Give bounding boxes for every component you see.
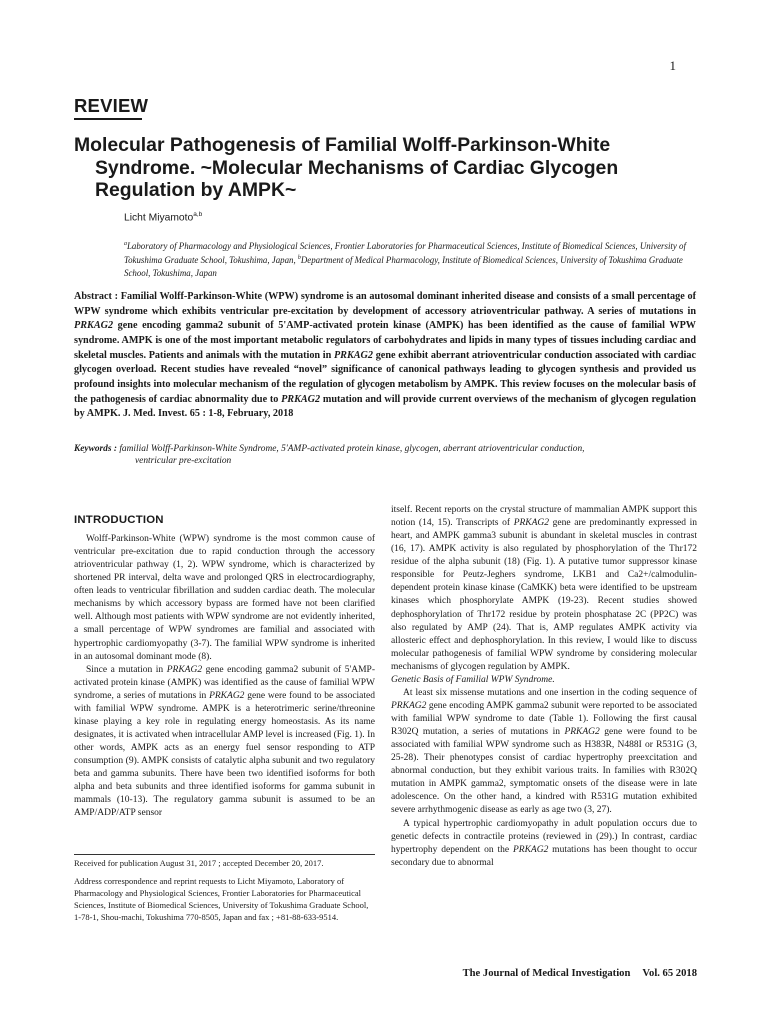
intro-p2-text-b: gene encoding gamma2 subunit of 5'AMP-activated protein kinase (AMPK) was identified as the cause of familial WPW syndrome, a series of mutations in [74,664,375,701]
journal-footer [463,968,697,979]
right-p1-text-b: gene are predominantly expressed in heart, and AMPK gamma3 subunit is abundant in skeletal muscles in contrast (16, 17). AMPK activity is also regulated by phosphorylation of the Thr172 residue of the alpha subunit (18) (Fig. 1). A putative tumor suppressor kinase responsible for Peutz-Jeghers syndrome, LKB1 and Ca2+/calmodulin-dependent protein kinase kinase (CaMKK) beta were identified to be upstream kinases which phosphorylate AMPK (19-23). Recent studies showed dephosphorylation of Thr172 residue by protein phosphatase 2C (PP2C) was also regulated by AMP (24). That is, AMP regulates AMPK activity via allosteric effect and dephosphorylation. In this review, I would like to discuss molecular pathogenesis of familial WPW syndrome by considering molecular mechanisms of glycogen regulation by AMPK. [391,518,698,672]
genetic-basis-subheading: Genetic Basis of Familial WPW Syndrome. [391,674,555,685]
right-p1-gene: PRKAG2 [513,518,550,529]
footnote-address: Address correspondence and reprint requests to Licht Miyamoto, Laboratory of Pharmacology and Physiological Sciences, Frontier Laboratories for Pharmaceutical Sciences, Institute of Biomedical Sciences, University of Tokushima Graduate School, 1-78-1, Shou-machi, Tokushima 770-8505, Japan and fax ; +81-88-633-9514. [74,875,369,922]
article-title: Molecular Pathogenesis of Familial Wolff-Parkinson-White Syndrome. ~Molecular Mechanisms of Cardiac Glycogen Regulation by AMPK~ [74,134,619,201]
abstract-text-1: Familial Wolff-Parkinson-White (WPW) syndrome is an autosomal dominant inherited disease and consists of a small percentage of WPW syndrome which exhibits ventricular pre-excitation by development of accessory atrioventricular pathway. A series of mutations in [74,291,696,317]
affiliations [124,238,696,279]
affiliation-b-mark: b [297,255,301,262]
footnote-received: Received for publication August 31, 2017 ; accepted December 20, 2017. [74,858,324,868]
abstract-gene-3: PRKAG2 [281,393,321,405]
abstract-label: Abstract : [74,291,119,302]
right-p2-text-b: gene encoding AMPK gamma2 subunit were reported to be associated with familial WPW syndrome to date (Table 1). Following the first causal R302Q mutation, a series of mutations in [391,700,697,738]
right-p3-gene: PRKAG2 [512,844,549,855]
intro-paragraph-2 [74,664,375,821]
abstract [74,290,696,422]
footnotes [74,858,375,924]
abstract-text-2: gene encoding gamma2 subunit of 5'AMP-activated protein kinase (AMPK) has been identified as the cause of familial WPW syndrome. AMPK is one of the most important metabolic regulators of carbohydrates and lipids in many types of tissues including cardiac and skeletal muscles. Patients and animals with the mutation in [74,320,696,361]
affiliation-a-mark: a [124,241,127,247]
keywords-line-1: familial Wolff-Parkinson-White Syndrome, 5'AMP-activated protein kinase, glycogen, aberrant atrioventricular conduction, [116,444,585,454]
intro-p2-text-c: gene were found to be associated with familial WPW syndrome. AMPK is a heterotrimeric serine/threonine kinase playing a key role in regulating energy homeostasis. As its name designates, it is activated when intracellular AMP level is increased (Fig. 1). In other words, AMPK acts as an energy fuel sensor responding to ATP consumption (9). AMPK consists of catalytic alpha subunit and two regulatory beta and gamma subunits. There have been two identified isoforms for both alpha and beta subunits and three identified isoforms for gamma subunit in mammals (10-13). The regulatory gamma subunit is assumed to be an AMP/ADP/ATP sensor [74,690,375,819]
author-name: Licht Miyamoto [124,212,194,224]
affiliation-b-text: Department of Medical Pharmacology, Institute of Biomedical Sciences, University of Tokushima Graduate School, Tokushima, Japan [124,255,683,278]
author-affiliation-marks: a,b [193,211,203,218]
intro-p2-gene-2: PRKAG2 [209,690,245,701]
right-p2-gene-1: PRKAG2 [391,700,427,711]
right-column [391,504,697,870]
page-number: 1 [669,58,676,73]
keywords-line-2: ventricular pre-excitation [135,456,232,467]
section-label: REVIEW [74,95,149,116]
right-p2-gene-2: PRKAG2 [564,727,600,738]
right-p2-text-a: At least six missense mutations and one insertion in the coding sequence of [403,687,697,698]
right-paragraph-1 [391,504,697,674]
abstract-gene-2: PRKAG2 [333,349,374,361]
introduction-heading: INTRODUCTION [74,514,164,526]
intro-p2-gene-1: PRKAG2 [166,664,203,675]
keywords [74,443,704,467]
journal-name: The Journal of Medical Investigation [462,968,631,979]
keywords-label: Keywords : [74,444,117,454]
right-p1-text-a: itself. Recent reports on the crystal structure of mammalian AMPK support this notion (14, 15). Transcripts of [391,505,697,529]
journal-volume: Vol. 65 2018 [642,968,697,979]
author-line [124,211,202,223]
intro-paragraph-1: Wolff-Parkinson-White (WPW) syndrome is the most common cause of ventricular pre-excitation due to rapid conduction through the accessory atrioventricular pathway (1, 2). WPW syndrome, which is characterized by shortened PR interval, delta wave and prolonged QRS in electrocardiography, often leads to ventricular fibrillation and sudden cardiac death. The molecular mechanisms by which accessory bypass are formed have not been clarified well. Although most patients with WPW syndrome are not evidently inherited, a small percentage of WPW syndromes are familial and associated with hypertrophic cardiomyopathy (3-7). The familial WPW syndrome is inherited in an autosomal dominant mode (8). [74,534,375,662]
intro-p2-text-a: Since a mutation in [86,664,167,675]
affiliation-a-text: Laboratory of Pharmacology and Physiological Sciences, Frontier Laboratories for Pharmaceutical Sciences, Institute of Biomedical Sciences, University of Tokushima Graduate School, Tokushima, Japan, [124,240,686,266]
right-p3-text-b: mutations has been thought to occur secondary due to abnormal [391,844,697,868]
right-paragraph-2 [391,687,697,818]
abstract-text-3: gene exhibit aberrant atrioventricular conduction associated with cardiac glycogen overload. Recent studies have revealed “novel” significance of canonical pathways leading to glycogen synthesis and provided us profound insights into molecular mechanism of the regulation of glycogen metabolism by AMPK. This review focuses on the molecular basis of the pathogenesis of cardiac abnormality due to [74,349,696,405]
section-label-underline [74,118,142,120]
right-paragraph-3 [391,818,697,870]
right-p2-text-c: gene were found to be associated with familial WPW syndrome such as H383R, N488I or R531G (3, 25-28). Their phenotypes consist of cardiac hypertrophy preexcitation and abnormal conduction, but they exhibit various traits. In families with R302Q mutation in AMPK gamma2, symptomatic onsets of the disease were in late adolescence. On the other hand, a kindred with R531G mutation exhibited severe arrhythmogenic disease as early as age two (3, 27). [391,727,697,816]
right-p3-text-a: A typical hypertrophic cardiomyopathy in adult population occurs due to genetic defects in contractile proteins (reviewed in (29).) In contrast, cardiac hypertrophy dependent on the [391,818,697,855]
footnote-divider [74,854,375,855]
abstract-gene-1: PRKAG2 [74,320,114,332]
abstract-text-4: mutation and will provide current overviews of the mechanism of glycogen regulation by AMPK. J. Med. Invest. 65 : 1-8, February, 2018 [74,393,696,420]
left-column [74,533,375,820]
